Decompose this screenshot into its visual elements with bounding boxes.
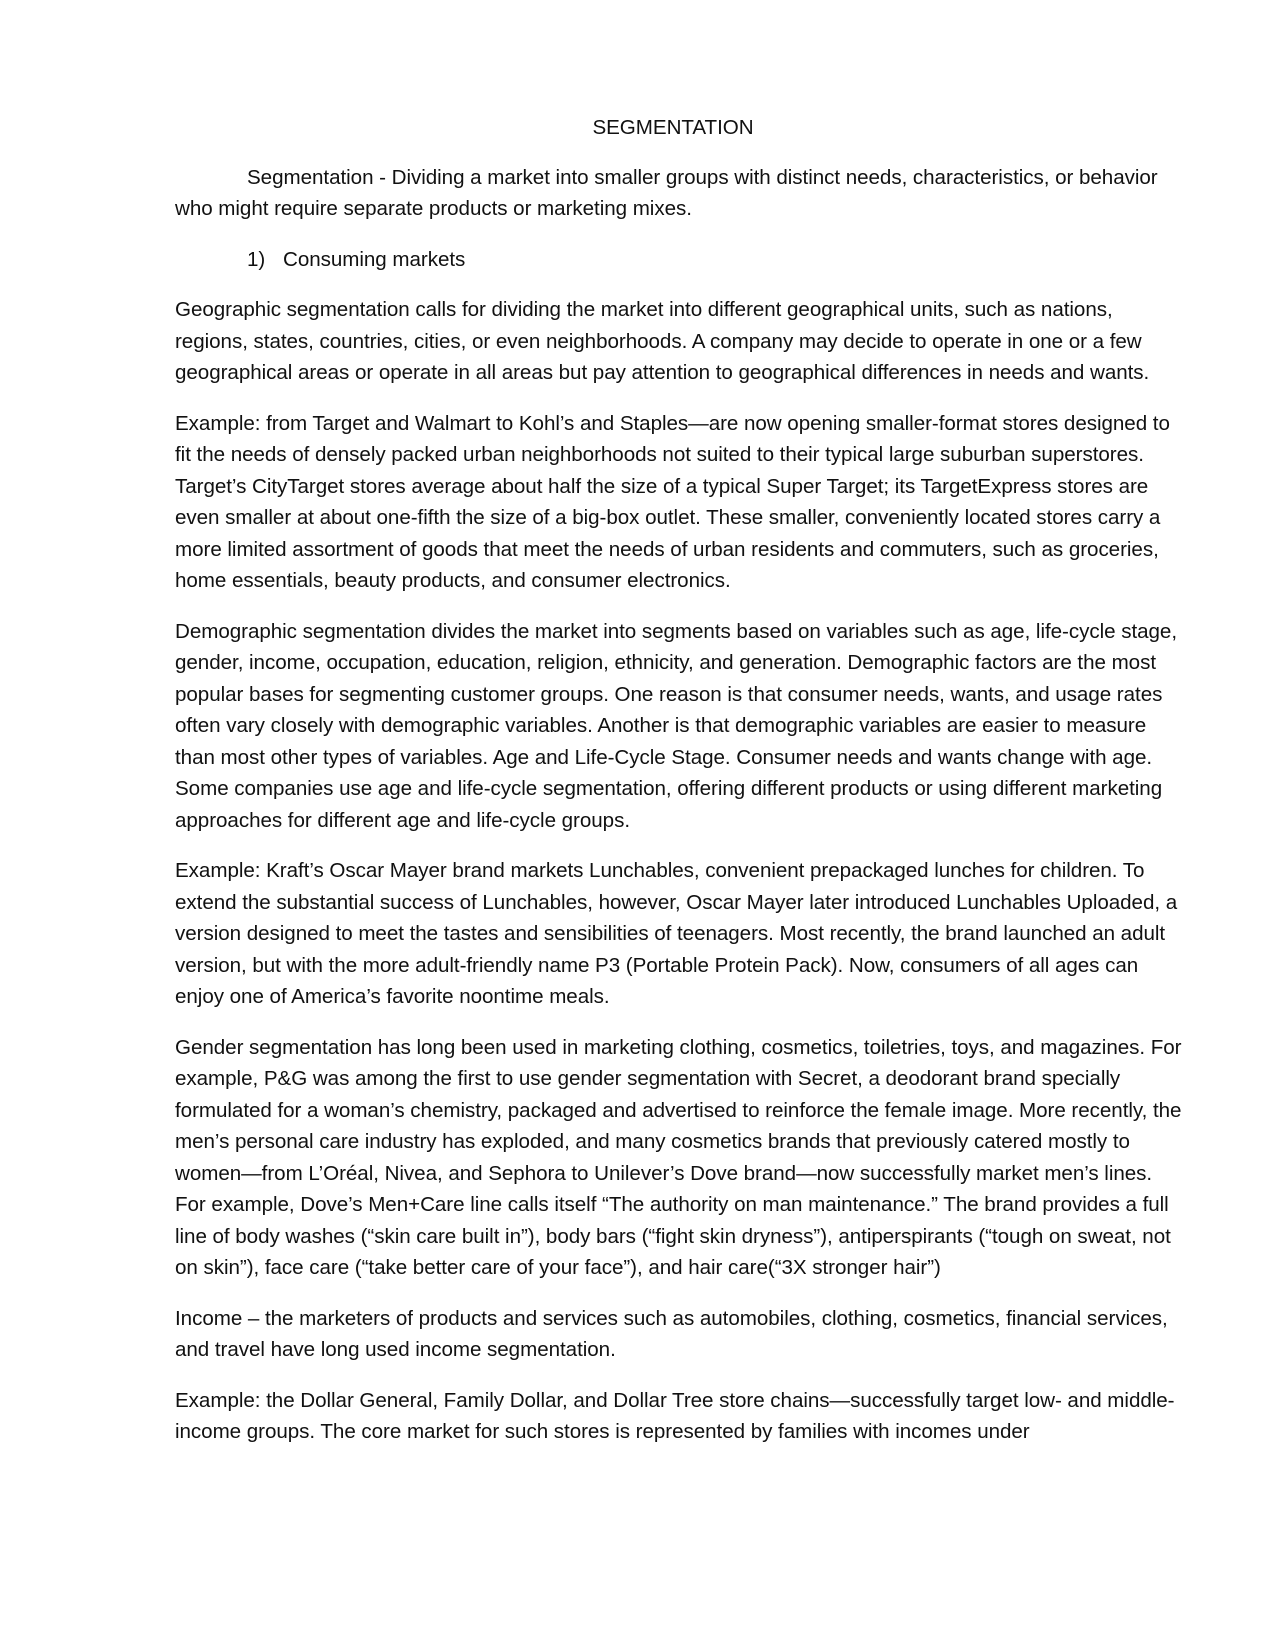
paragraph-income-example: Example: the Dollar General, Family Dollar, and Dollar Tree store chains—successfully target low- and middle-income groups. The core market for such stores is represented by families with incomes under xyxy=(175,1388,1175,1443)
paragraph-geographic-segmentation: Geographic segmentation calls for dividing the market into different geographical units, such as nations, regions, states, countries, cities, or even neighborhoods. A company may decide to operate in one or a few geographical areas or operate in all areas but pay attention to geographical differences in needs and wants. xyxy=(175,298,1150,384)
document-body xyxy=(175,112,1185,1467)
list-item-consuming-markets xyxy=(175,244,1185,276)
paragraph-geographic-example: Example: from Target and Walmart to Kohl’s and Staples—are now opening smaller-format stores designed to fit the needs of densely packed urban neighborhoods not suited to their typical large suburban superstores. Target’s CityTarget stores average about half the size of a typical Super Target; its TargetExpress stores are even smaller at about one-fifth the size of a big-box outlet. These smaller, conveniently located stores carry a more limited assortment of goods that meet the needs of urban residents and commuters, such as groceries, home essentials, beauty products, and consumer electronics. xyxy=(175,411,1170,592)
paragraph-income-segmentation: Income – the marketers of products and services such as automobiles, clothing, cosmetics, financial services, and travel have long used income segmentation. xyxy=(175,1306,1168,1361)
list-item-label: Consuming markets xyxy=(283,247,466,271)
paragraph-demographic-segmentation: Demographic segmentation divides the market into segments based on variables such as age, life-cycle stage, gender, income, occupation, education, religion, ethnicity, and generation. Demographic factors are the most popular bases for segmenting customer groups. One reason is that consumer needs, wants, and usage rates often vary closely with demographic variables. Another is that demographic variables are easier to measure than most other types of variables. Age and Life-Cycle Stage. Consumer needs and wants change with age. Some companies use age and life-cycle segmentation, offering different products or using different marketing approaches for different age and life-cycle groups. xyxy=(175,619,1177,832)
document-title: SEGMENTATION xyxy=(592,116,754,139)
paragraph-demographic-example: Example: Kraft’s Oscar Mayer brand markets Lunchables, convenient prepackaged lunches for children. To extend the substantial success of Lunchables, however, Oscar Mayer later introduced Lunchables Uploaded, a version designed to meet the tastes and sensibilities of teenagers. Most recently, the brand launched an adult version, but with the more adult-friendly name P3 (Portable Protein Pack). Now, consumers of all ages can enjoy one of America’s favorite noontime meals. xyxy=(175,859,1178,1008)
list-item-number: 1) xyxy=(247,247,266,271)
intro-paragraph: Segmentation - Dividing a market into smaller groups with distinct needs, characteristics, or behavior who might require separate products or marketing mixes. xyxy=(175,165,1158,220)
paragraph-gender-segmentation: Gender segmentation has long been used in marketing clothing, cosmetics, toiletries, toys, and magazines. For example, P&G was among the first to use gender segmentation with Secret, a deodorant brand specially formulated for a woman’s chemistry, packaged and advertised to reinforce the female image. More recently, the men’s personal care industry has exploded, and many cosmetics brands that previously catered mostly to women—from L’Oréal, Nivea, and Sephora to Unilever’s Dove brand—now successfully market men’s lines. For example, Dove’s Men+Care line calls itself “The authority on man maintenance.” The brand provides a full line of body washes (“skin care built in”), body bars (“fight skin dryness”), antiperspirants (“tough on sweat, not on skin”), face care (“take better care of your face”), and hair care(“3X stronger hair”) xyxy=(175,1035,1182,1279)
